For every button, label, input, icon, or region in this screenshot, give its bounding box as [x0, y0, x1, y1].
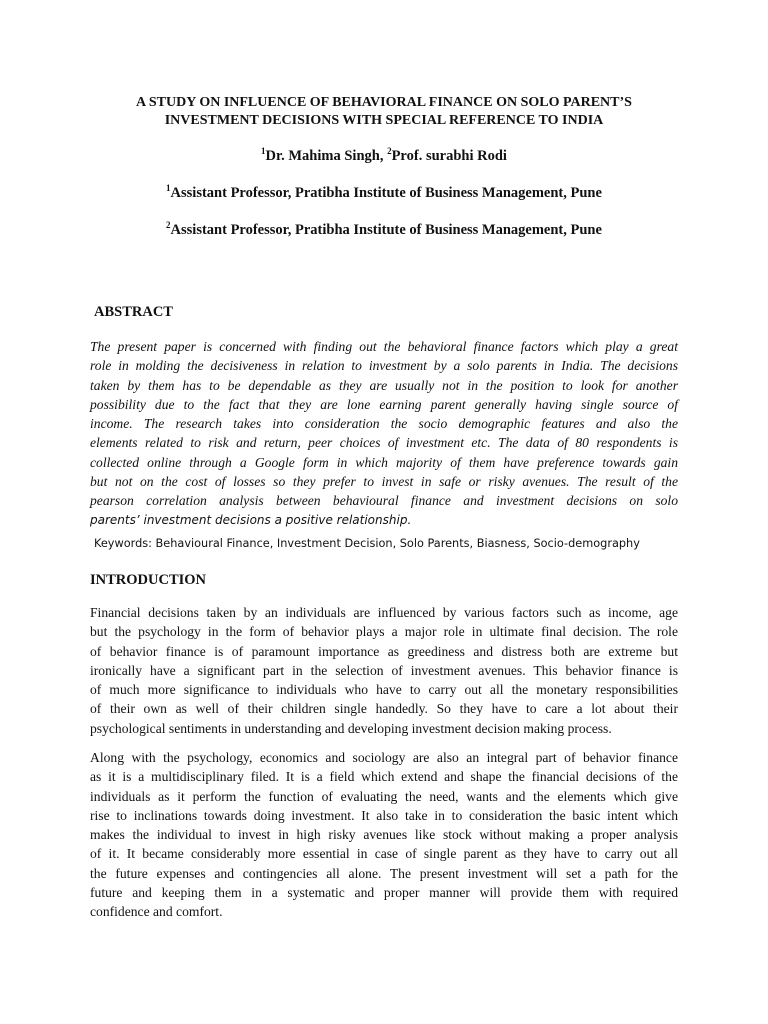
abstract-line: collected online through a Google form in which majority of them have preference towards gain [90, 454, 678, 470]
paragraph-line: future and keeping them in a systematic and proper manner will provide them with required [90, 885, 678, 901]
author2-superscript: 2 [387, 146, 392, 157]
introduction-paragraph-1 [90, 603, 678, 738]
paper-title [90, 94, 678, 130]
paragraph-line: the future expenses and contingencies all alone. The present investment will set a path for the [90, 865, 678, 881]
paragraph-line: ironically have a significant part in the selection of investment avenues. This behavior finance is [90, 662, 678, 678]
abstract-line: elements related to risk and return, peer choices of investment etc. The data of 80 respondents is [90, 435, 678, 451]
title-line-2: INVESTMENT DECISIONS WITH SPECIAL REFERENCE TO INDIA [164, 113, 604, 128]
title-line-1: A STUDY ON INFLUENCE OF BEHAVIORAL FINANCE ON SOLO PARENT’S [136, 95, 632, 110]
author1-name: Dr. Mahima Singh, [265, 148, 388, 164]
abstract-line: pearson correlation analysis between behavioural finance and investment decisions on solo [90, 493, 678, 509]
paragraph-line: individuals as it perform the function of evaluating the need, wants and the elements which give [90, 788, 678, 804]
abstract-line: but not on the cost of losses so they prefer to invest in safe or risky avenues. The result of the [90, 474, 678, 490]
abstract-heading: ABSTRACT [94, 304, 173, 320]
paragraph-line: of behavior finance is of paramount importance as greediness and distress both are extreme but [90, 643, 678, 659]
abstract-line: possibility due to the fact that they are lone earning parent generally having single source of [90, 396, 678, 412]
abstract-line: income. The research takes into consideration the socio demographic features and also the [90, 416, 678, 432]
paragraph-line: but the psychology in the form of behavior plays a major role in ultimate final decision. The role [90, 624, 678, 640]
author2-name: Prof. surabhi Rodi [391, 148, 507, 164]
abstract-body [90, 337, 678, 530]
affiliation-1-text: Assistant Professor, Pratibha Institute of Business Management, Pune [170, 185, 602, 201]
introduction-paragraph-2 [90, 748, 678, 922]
paragraph-line: confidence and comfort. [90, 904, 223, 920]
paragraph-line: as it is a multidisciplinary filed. It is a field which extend and shape the financial decisions of the [90, 769, 678, 785]
affiliation-1-superscript: 1 [166, 183, 171, 194]
introduction-heading: INTRODUCTION [90, 572, 207, 588]
paragraph-line: of much more significance to individuals who have to carry out all the monetary responsibilities [90, 682, 678, 698]
abstract-line: The present paper is concerned with finding out the behavioral finance factors which play a great [90, 339, 678, 354]
paragraph-line: makes the individual to invest in high risky avenues like stock without making a proper analysis [90, 827, 678, 843]
paragraph-line: of their own as well of their children single handedly. So they have to care a lot about their [90, 701, 678, 717]
affiliation-2-text: Assistant Professor, Pratibha Institute of Business Management, Pune [170, 222, 602, 238]
paragraph-line: of it. It became considerably more essential in case of single parent as they have to carry out all [90, 846, 678, 862]
author1-superscript: 1 [261, 146, 266, 157]
paragraph-line: Financial decisions taken by an individuals are influenced by various factors such as income, age [90, 605, 678, 620]
paragraph-line: Along with the psychology, economics and sociology are also an integral part of behavior finance [90, 750, 678, 765]
abstract-line: role in molding the decisiveness in relation to investment by a solo parents in India. The decisions [90, 358, 678, 374]
affiliation-1 [0, 183, 768, 203]
paragraph-line: psychological sentiments in understanding and developing investment decision making process. [90, 720, 612, 736]
affiliation-2 [0, 220, 768, 240]
keywords-line: Keywords: Behavioural Finance, Investment Decision, Solo Parents, Biasness, Socio-demography [94, 537, 640, 550]
abstract-last-line: parents’ investment decisions a positive relationship. [90, 512, 412, 527]
paragraph-line: rise to inclinations towards doing investment. It also take in to consideration the basic intent which [90, 807, 678, 823]
affiliation-2-superscript: 2 [166, 220, 171, 231]
abstract-line: taken by them has to be dependable as they are usually not in the position to look for another [90, 377, 678, 393]
author-line [0, 146, 768, 166]
